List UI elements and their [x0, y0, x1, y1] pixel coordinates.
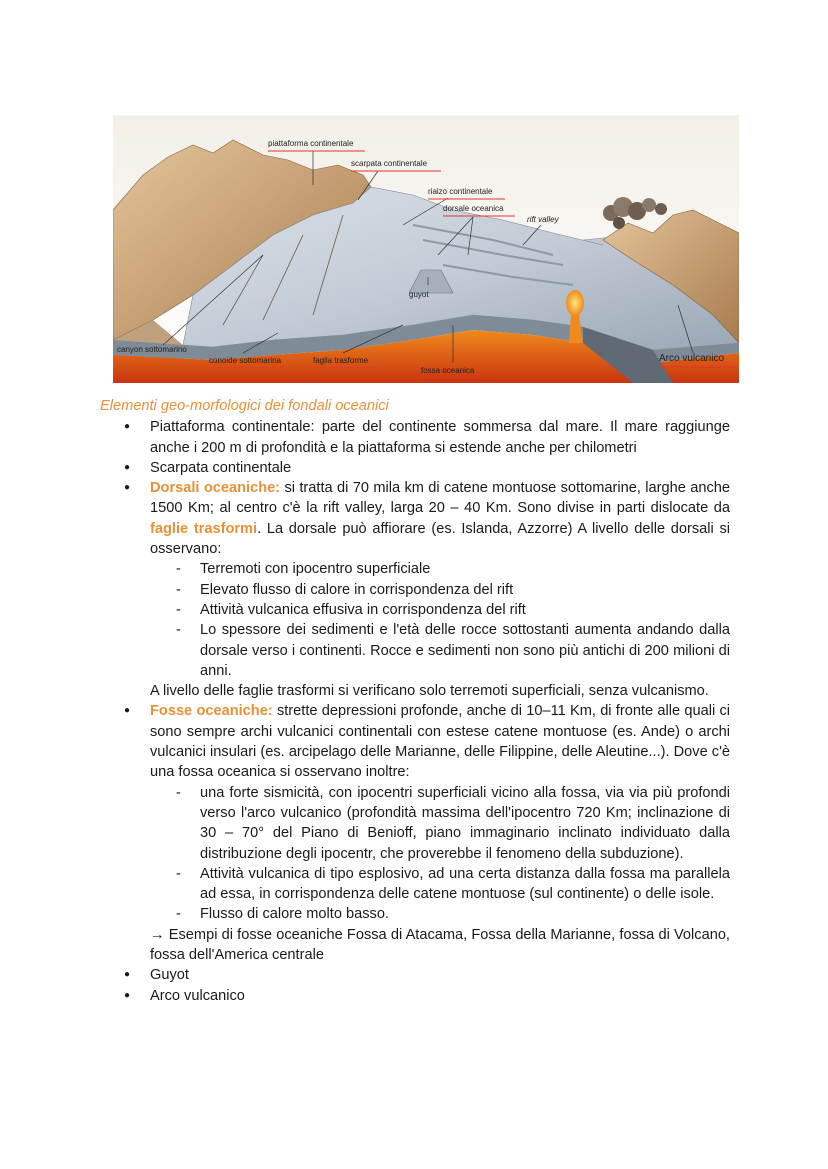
- main-bullet-list: [100, 417, 730, 1006]
- label-fossa: fossa oceanica: [421, 366, 475, 375]
- bullet-scarpata: ● Scarpata continentale: [100, 458, 730, 478]
- fosse-sublist: [150, 783, 730, 925]
- bullet-dorsali: ● Dorsali oceaniche: si tratta di 70 mila km di catene montuose sottomarine, larghe anche 1500 Km; al centro c'è la rift valley, larga 20 – 40 Km. Sono divise in parti dislocate da faglie trasformi. La dorsale può affiorare (es. Islanda, Azzorre) A livello delle dorsali si osservano: - Terremoti con ipocentro superficiale - Elevato flusso di calore in corrispondenza del rift - Attività vulcanica effusiva in corrispondenza del rift - Lo spessore dei sedimenti e l'età delle rocce sottostanti aumenta andando dalla dorsale verso i continenti. Rocce e sedimenti non sono più antichi di 200 milioni di anni. A livello delle faglie trasformi si verificano solo terremoti superficiali, senza vulcanismo.: [100, 478, 730, 701]
- label-faglia: faglia trasforme: [313, 356, 369, 365]
- ocean-floor-diagram: [113, 115, 739, 383]
- dorsali-item: - Terremoti con ipocentro superficiale: [150, 559, 730, 579]
- bullet-arco: ● Arco vulcanico: [100, 986, 730, 1006]
- bullet-guyot: ● Guyot: [100, 965, 730, 985]
- dorsali-item: - Attività vulcanica effusiva in corrispondenza del rift: [150, 600, 730, 620]
- section-subtitle: Elementi geo-morfologici dei fondali oceanici: [100, 398, 389, 414]
- label-canyon: canyon sottomarino: [117, 345, 187, 354]
- dorsali-label: Dorsali oceaniche:: [150, 480, 281, 497]
- bullet-fosse: ● Fosse oceaniche: strette depressioni profonde, anche di 10–11 Km, di fronte alle quali ci sono sempre archi vulcanici continentali con estese catene montuose (es. Ande) o archi vulcanici insulari (es. arcipelago delle Marianne, delle Filippine, delle Aleutine...). Dove c'è una fossa oceanica si osservano inoltre: - una forte sismicità, con ipocentri superficiali vicino alla fossa, via via più profondi verso l'arco vulcanico (profondità massima dell'ipocentro 720 Km; inclinazione di 30 – 70° del Piano di Benioff, piano immaginario inclinato individuato dalla distribuzione degli ipocentr, che proverebbe il fenomeno della subduzione). - Attività vulcanica di tipo esplosivo, ad una certa distanza dalla fossa ma parallela ad essa, in corrispondenza delle catene montuose (sul continente) o delle isole. - Flusso di calore molto basso. → Esempi di fosse oceaniche Fossa di Atacama, Fossa della Marianne, fossa di Volcano, fossa dell'America centrale: [100, 701, 730, 965]
- fosse-label: Fosse oceaniche:: [150, 703, 273, 720]
- bullet-piattaforma: ● Piattaforma continentale: parte del continente sommersa dal mare. Il mare raggiunge anche i 200 m di profondità e la piattaforma si estende anche per chilometri: [100, 417, 730, 458]
- faglie-trasformi-highlight: faglie trasformi: [150, 520, 258, 537]
- label-dorsale: dorsale oceanica: [443, 204, 504, 213]
- fosse-item: - Attività vulcanica di tipo esplosivo, ad una certa distanza dalla fossa ma parallela ad essa, in corrispondenza delle catene montuose (sul continente) o delle isole.: [150, 864, 730, 905]
- dorsali-item: - Elevato flusso di calore in corrispondenza del rift: [150, 580, 730, 600]
- dorsali-note: A livello delle faglie trasformi si verificano solo terremoti superficiali, senza vulcanismo.: [150, 683, 709, 700]
- magma-chamber: [566, 290, 584, 316]
- dorsali-sublist: [150, 559, 730, 681]
- fosse-item: - una forte sismicità, con ipocentri superficiali vicino alla fossa, via via più profondi verso l'arco vulcanico (profondità massima dell'ipocentro 720 Km; inclinazione di 30 – 70° del Piano di Benioff, piano immaginario inclinato individuato dalla distribuzione degli ipocentr, che proverebbe il fenomeno della subduzione).: [150, 783, 730, 864]
- label-rift: rift valley: [527, 215, 559, 224]
- label-conoide: conoide sottomarina: [209, 356, 282, 365]
- document-body: [100, 396, 730, 1006]
- label-piattaforma: piattaforma continentale: [268, 139, 354, 148]
- label-rialzo: rialzo continentale: [428, 187, 493, 196]
- dorsali-item: - Lo spessore dei sedimenti e l'età delle rocce sottostanti aumenta andando dalla dorsale verso i continenti. Rocce e sedimenti non sono più antichi di 200 milioni di anni.: [150, 620, 730, 681]
- fosse-item: - Flusso di calore molto basso.: [150, 904, 730, 924]
- label-guyot: guyot: [409, 290, 429, 299]
- label-arco: Arco vulcanico: [659, 353, 725, 364]
- label-scarpata: scarpata continentale: [351, 159, 428, 168]
- fosse-examples: → Esempi di fosse oceaniche Fossa di Atacama, Fossa della Marianne, fossa di Volcano, fossa dell'America centrale: [150, 926, 730, 964]
